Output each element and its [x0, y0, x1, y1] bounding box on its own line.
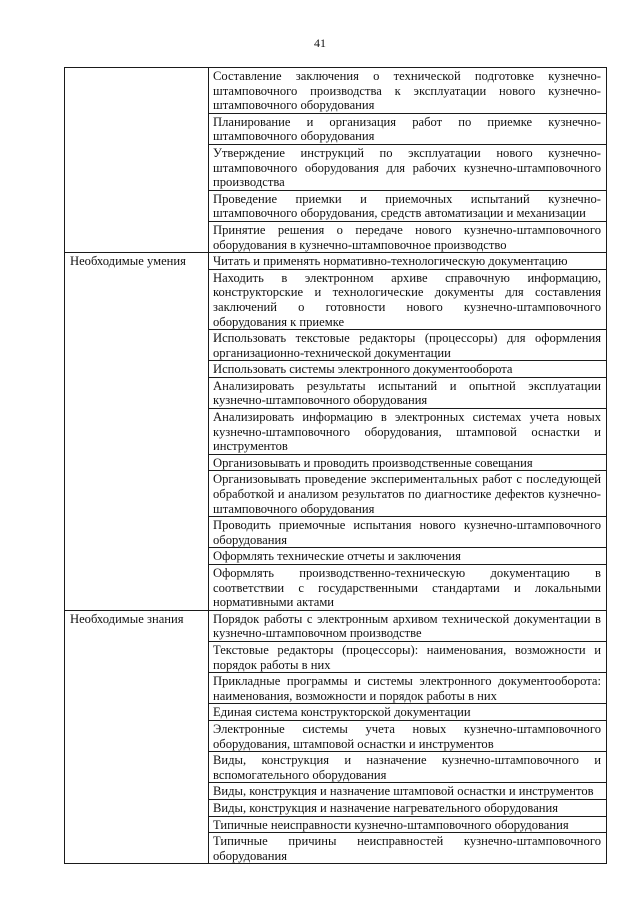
section-label	[65, 68, 209, 253]
section-item: Виды, конструкция и назначение штамповой оснастки и инструментов	[209, 783, 607, 800]
section-item: Организовывать и проводить производственные совещания	[209, 454, 607, 471]
section-item: Текстовые редакторы (процессоры): наименования, возможности и порядок работы в них	[209, 641, 607, 672]
section-item: Использовать системы электронного документооборота	[209, 361, 607, 378]
table-row	[65, 68, 607, 114]
section-item: Использовать текстовые редакторы (процессоры) для оформления организационно-технической документации	[209, 330, 607, 361]
section-item: Электронные системы учета новых кузнечно-штамповочного оборудования, штамповой оснастки и инструментов	[209, 720, 607, 751]
section-item: Анализировать результаты испытаний и опытной эксплуатации кузнечно-штамповочного оборудования	[209, 377, 607, 408]
qualification-table	[64, 67, 607, 864]
section-item: Проводить приемочные испытания нового кузнечно-штамповочного оборудования	[209, 517, 607, 548]
section-item: Типичные неисправности кузнечно-штамповочного оборудования	[209, 816, 607, 833]
section-item: Проведение приемки и приемочных испытаний кузнечно-штамповочного оборудования, средств автоматизации и механизации	[209, 190, 607, 221]
section-item: Составление заключения о технической подготовке кузнечно-штамповочного производства к эксплуатации нового кузнечно-штамповочного оборудования	[209, 68, 607, 114]
section-item: Единая система конструкторской документации	[209, 704, 607, 721]
table-row	[65, 253, 607, 270]
section-item: Читать и применять нормативно-технологическую документацию	[209, 253, 607, 270]
section-item: Организовывать проведение экспериментальных работ с последующей обработкой и анализом результатов по диагностике дефектов кузнечно-штамповочного оборудования	[209, 471, 607, 517]
section-item: Анализировать информацию в электронных системах учета новых кузнечно-штамповочного оборудования, штамповой оснастки и инструментов	[209, 409, 607, 455]
table-row	[65, 610, 607, 641]
section-item: Утверждение инструкций по эксплуатации нового кузнечно-штамповочного оборудования для рабочих кузнечно-штамповочного производства	[209, 144, 607, 190]
section-item: Виды, конструкция и назначение кузнечно-штамповочного и вспомогательного оборудования	[209, 752, 607, 783]
section-item: Порядок работы с электронным архивом технической документации в кузнечно-штамповочном производстве	[209, 610, 607, 641]
section-item: Прикладные программы и системы электронного документооборота: наименования, возможности и порядок работы в них	[209, 673, 607, 704]
section-item: Находить в электронном архиве справочную информацию, конструкторские и технологические документы для составления заключений о готовности нового кузнечно-штамповочного оборудования к приемке	[209, 269, 607, 329]
section-label: Необходимые умения	[65, 253, 209, 611]
section-item: Планирование и организация работ по приемке кузнечно-штамповочного оборудования	[209, 113, 607, 144]
section-item: Принятие решения о передаче нового кузнечно-штамповочного оборудования в кузнечно-штамповочное производство	[209, 221, 607, 252]
section-label: Необходимые знания	[65, 610, 209, 864]
section-item: Оформлять производственно-техническую документацию в соответствии с государственными стандартами и локальными нормативными актами	[209, 565, 607, 611]
section-item: Виды, конструкция и назначение нагревательного оборудования	[209, 799, 607, 816]
section-item: Оформлять технические отчеты и заключения	[209, 548, 607, 565]
section-item: Типичные причины неисправностей кузнечно-штамповочного оборудования	[209, 833, 607, 864]
page-number: 41	[314, 36, 326, 50]
